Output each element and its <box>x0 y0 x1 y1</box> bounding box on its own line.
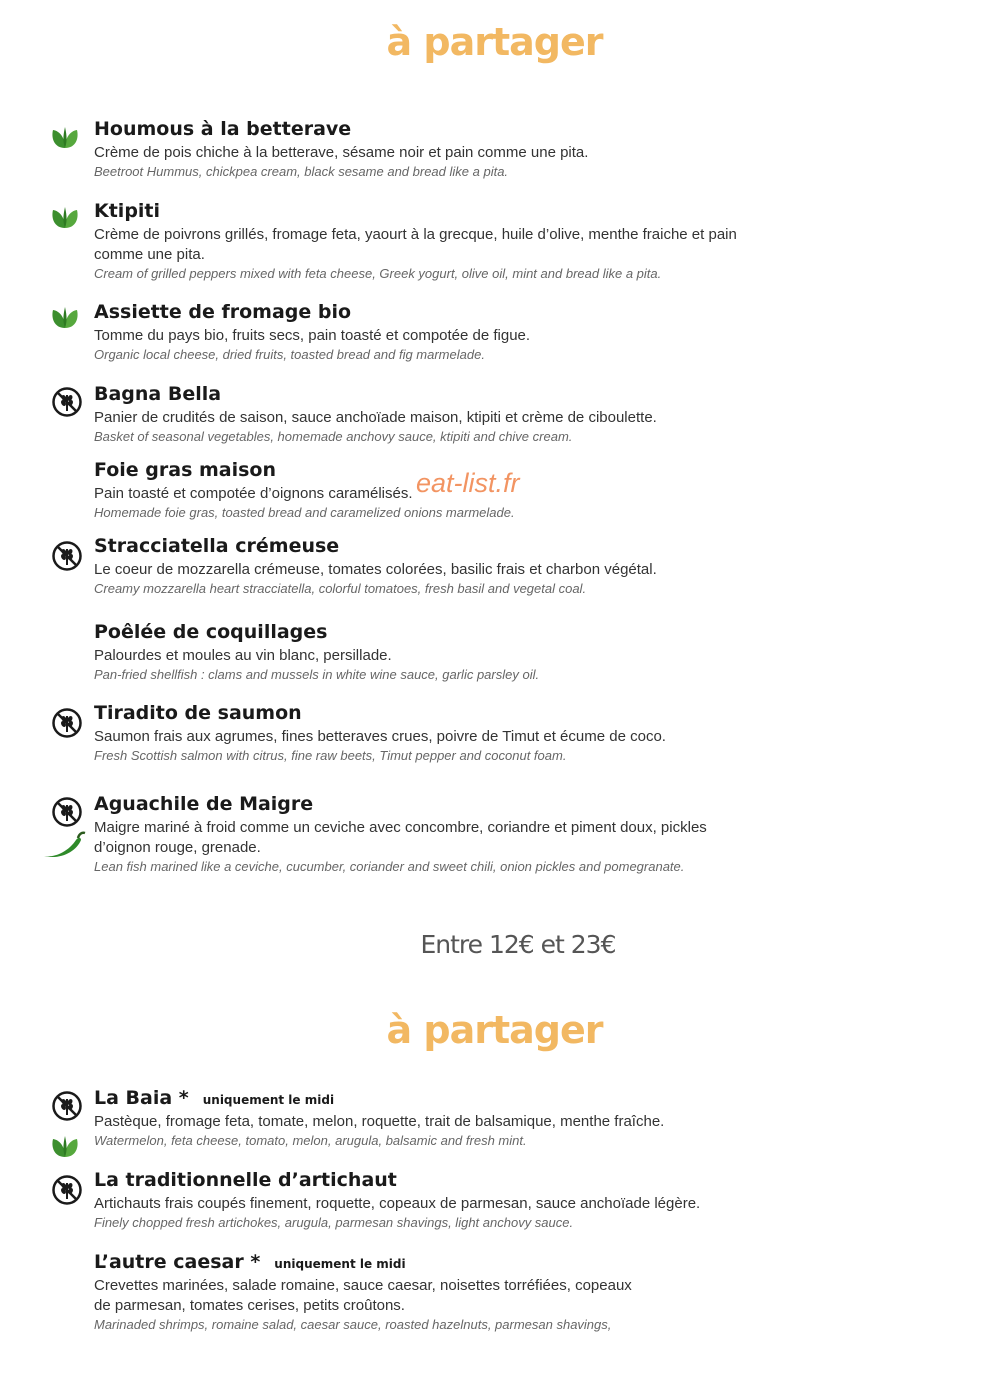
item-name: Aguachile de Maigre <box>94 793 314 815</box>
item-name: La traditionnelle d’artichaut <box>94 1169 397 1191</box>
leaf-icon <box>50 1135 80 1159</box>
leaf-icon <box>50 306 80 330</box>
gluten-free-icon <box>51 386 83 418</box>
item-description-fr: Crevettes marinées, salade romaine, sauce caesar, noisettes torréfiées, copeaux de parmesan, tomates cerises, petits croûtons. <box>94 1277 632 1314</box>
section-title: à partager <box>386 1008 603 1052</box>
item-description-en: Beetroot Hummus, chickpea cream, black sesame and bread like a pita. <box>94 164 509 179</box>
gluten-free-icon <box>51 707 83 739</box>
item-name: Tiradito de saumon <box>94 702 302 724</box>
item-description-fr: Saumon frais aux agrumes, fines betteraves crues, poivre de Timut et écume de coco. <box>94 728 666 745</box>
item-name: Bagna Bella <box>94 383 222 405</box>
menu-item <box>94 1167 814 1232</box>
price-range: Entre 12€ et 23€ <box>420 930 616 959</box>
menu-item <box>94 381 814 446</box>
item-note: uniquement le midi <box>274 1257 406 1271</box>
watermark: eat-list.fr <box>416 468 520 498</box>
chili-icon <box>42 830 86 860</box>
leaf-icon <box>50 126 80 150</box>
item-description-en: Lean fish marined like a ceviche, cucumber, coriander and sweet chili, onion pickles and pomegranate. <box>94 859 685 874</box>
item-name: Assiette de fromage bio <box>94 301 352 323</box>
item-description-en: Fresh Scottish salmon with citrus, fine raw beets, Timut pepper and coconut foam. <box>94 748 567 763</box>
item-description-fr: Artichauts frais coupés finement, roquette, copeaux de parmesan, sauce anchoïade légère. <box>94 1195 701 1212</box>
item-description-en: Pan-fried shellfish : clams and mussels in white wine sauce, garlic parsley oil. <box>94 667 540 682</box>
section-title: à partager <box>386 20 603 64</box>
item-description-en: Watermelon, feta cheese, tomato, melon, arugula, balsamic and fresh mint. <box>94 1133 527 1148</box>
item-name: Ktipiti <box>94 200 161 222</box>
menu-item <box>94 116 774 181</box>
item-description-en: Marinaded shrimps, romaine salad, caesar sauce, roasted hazelnuts, parmesan shavings, <box>94 1317 612 1332</box>
item-description-fr: Crème de poivrons grillés, fromage feta, yaourt à la grecque, huile d’olive, menthe fraiche et pain comme une pita. <box>94 226 737 263</box>
item-note: uniquement le midi <box>202 1093 335 1107</box>
menu-item <box>94 1249 634 1334</box>
menu-item <box>94 198 774 283</box>
menu-item <box>94 533 814 598</box>
item-description-en: Organic local cheese, dried fruits, toasted bread and fig marmelade. <box>94 347 485 362</box>
item-description-en: Finely chopped fresh artichokes, arugula, parmesan shavings, light anchovy sauce. <box>94 1215 574 1230</box>
leaf-icon <box>50 206 80 230</box>
item-description-fr: Maigre mariné à froid comme un ceviche avec concombre, coriandre et piment doux, pickles d’oignon rouge, grenade. <box>94 819 707 856</box>
gluten-free-icon <box>51 796 83 828</box>
gluten-free-icon <box>51 540 83 572</box>
item-description-fr: Pain toasté et compotée d’oignons caramélisés. <box>94 485 413 502</box>
item-name-text: L’autre caesar * <box>94 1251 261 1273</box>
item-name <box>94 1249 634 1275</box>
item-name: Foie gras maison <box>94 459 277 481</box>
item-description-fr: Panier de crudités de saison, sauce anchoïade maison, ktipiti et crème de ciboulette. <box>94 409 657 426</box>
item-description-en: Creamy mozzarella heart stracciatella, colorful tomatoes, fresh basil and vegetal coal. <box>94 581 587 596</box>
menu-item <box>94 791 744 876</box>
menu-item <box>94 700 814 765</box>
item-name: Poêlée de coquillages <box>94 621 328 643</box>
item-description-fr: Tomme du pays bio, fruits secs, pain toasté et compotée de figue. <box>94 327 531 344</box>
item-description-en: Cream of grilled peppers mixed with feta cheese, Greek yogurt, olive oil, mint and bread like a pita. <box>94 266 662 281</box>
gluten-free-icon <box>51 1090 83 1122</box>
item-description-fr: Palourdes et moules au vin blanc, persillade. <box>94 647 392 664</box>
menu-item <box>94 299 774 364</box>
item-name-text: La Baia * <box>94 1087 189 1109</box>
menu-item <box>94 619 814 684</box>
item-description-fr: Pastèque, fromage feta, tomate, melon, roquette, trait de balsamique, menthe fraîche. <box>94 1113 665 1130</box>
item-description-en: Homemade foie gras, toasted bread and caramelized onions marmelade. <box>94 505 515 520</box>
item-name <box>94 1085 814 1111</box>
gluten-free-icon <box>51 1174 83 1206</box>
item-name: Houmous à la betterave <box>94 118 352 140</box>
item-name: Stracciatella crémeuse <box>94 535 340 557</box>
item-description-en: Basket of seasonal vegetables, homemade anchovy sauce, ktipiti and chive cream. <box>94 429 573 444</box>
item-description-fr: Crème de pois chiche à la betterave, sésame noir et pain comme une pita. <box>94 144 589 161</box>
item-description-fr: Le coeur de mozzarella crémeuse, tomates colorées, basilic frais et charbon végétal. <box>94 561 657 578</box>
menu-item <box>94 1085 814 1150</box>
